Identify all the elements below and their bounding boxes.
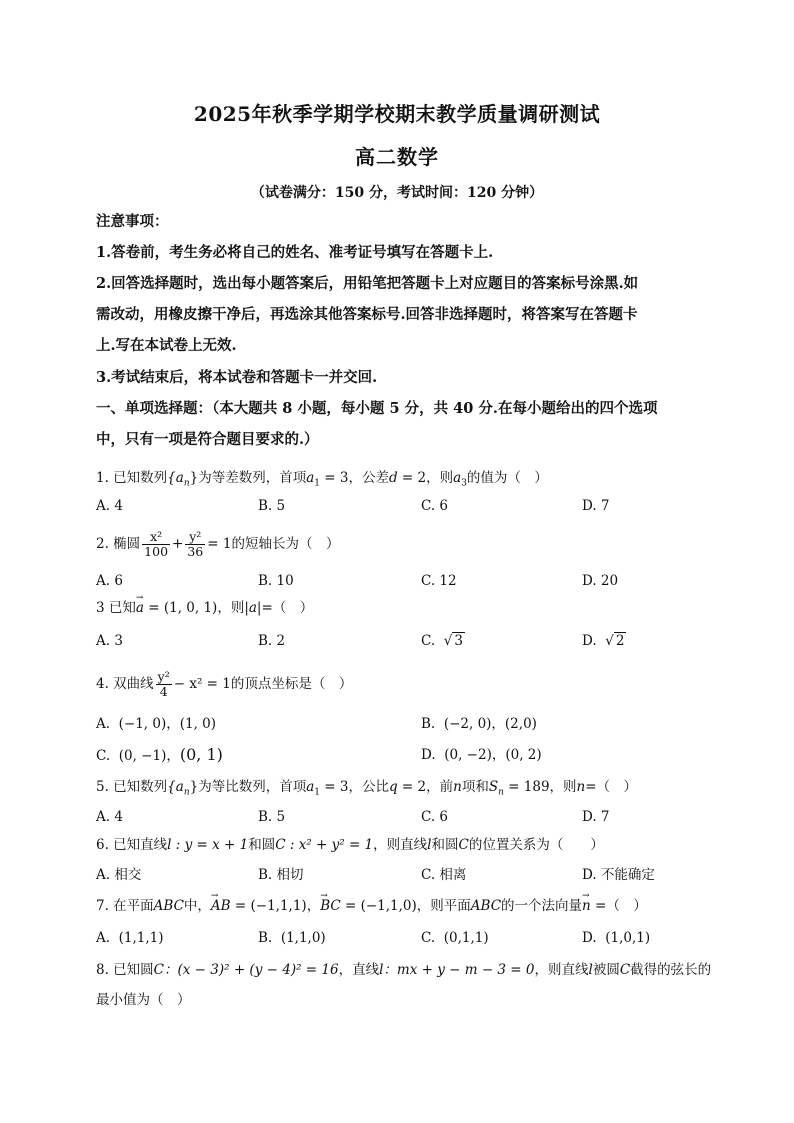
q2-den-2: 36 bbox=[187, 544, 204, 559]
q7-vector-n: n bbox=[582, 898, 591, 914]
q1-a1-val: = 3 bbox=[320, 470, 349, 486]
q1-text-5: 的值为（ ） bbox=[466, 470, 548, 486]
q1-option-a: A. 4 bbox=[96, 498, 123, 514]
q7-text-3: ，则平面 bbox=[416, 898, 471, 914]
q4-fraction bbox=[156, 670, 172, 699]
q5-s-sub: n bbox=[498, 787, 504, 798]
q1-seq: {a bbox=[167, 470, 184, 486]
q2-option-b: B. 10 bbox=[258, 573, 294, 589]
q2-text-2: 的短轴长为（ ） bbox=[231, 536, 340, 552]
q6-text-4: 和圆 bbox=[431, 837, 459, 853]
exam-info: （试卷满分：150 分，考试时间：120 分钟） bbox=[250, 185, 544, 201]
q3-val: = (1, 0, 1) bbox=[143, 600, 218, 616]
q7-option-d bbox=[582, 928, 650, 948]
q2-num-1: x² bbox=[142, 530, 170, 545]
q8-l: l bbox=[588, 962, 593, 978]
q5-seq: {a bbox=[167, 779, 184, 795]
section-instructions: （本大题共 8 小题，每小题 5 分，共 40 分.在每小题给出的四个选项 bbox=[212, 400, 658, 417]
q4-option-c bbox=[96, 745, 223, 766]
subject-title: 高二数学 bbox=[355, 145, 439, 169]
section-heading-line-1 bbox=[96, 399, 706, 419]
q5-option-a: A. 4 bbox=[96, 809, 123, 825]
section-title: 一、单项选择题： bbox=[96, 400, 212, 417]
q1-a3-sub: 3 bbox=[461, 478, 467, 489]
sqrt-icon: √ 3 bbox=[443, 633, 463, 649]
q6-text-5: 的位置关系为（ ） bbox=[468, 837, 604, 853]
q4-option-b-value: (−2, 0)，(2,0) bbox=[443, 716, 537, 732]
q5-a1: a bbox=[306, 779, 315, 795]
q3-option-d bbox=[582, 631, 626, 651]
q3-vector-a: a bbox=[135, 600, 144, 616]
q2-option-a: A. 6 bbox=[96, 573, 123, 589]
q4-option-d-label: D. bbox=[421, 747, 436, 763]
q6-option-a: A. 相交 bbox=[96, 867, 142, 883]
q3-option-c bbox=[421, 631, 465, 651]
question-8-line-2: 最小值为（ ） bbox=[96, 992, 191, 1008]
q6-text-3: ，则直线 bbox=[373, 837, 428, 853]
question-2 bbox=[96, 530, 339, 559]
note-3: 3.考试结束后，将本试卷和答题卡一并交回. bbox=[96, 369, 378, 386]
q1-text-1: 1. 已知数列 bbox=[96, 470, 168, 486]
section-heading-line-2: 中，只有一项是符合题目要求的.） bbox=[96, 431, 319, 448]
note-2-line-2: 需改动，用橡皮擦干净后，再选涂其他答案标号.回答非选择题时，将答案写在答题卡 bbox=[96, 306, 638, 323]
q6-line-eq: l : y = x + 1 bbox=[167, 837, 249, 853]
q4-den: 4 bbox=[159, 684, 168, 699]
q8-text-3: ，则直线 bbox=[534, 962, 589, 978]
q5-option-d: D. 7 bbox=[582, 809, 610, 825]
q5-seq-sub: n bbox=[183, 787, 190, 798]
q1-seq-end: } bbox=[189, 470, 199, 486]
question-4 bbox=[96, 670, 352, 699]
q6-c: C bbox=[458, 837, 469, 853]
q4-option-d-value: (0, −2)，(0, 2) bbox=[444, 747, 542, 763]
question-7 bbox=[96, 896, 647, 916]
note-2-line-3: 上.写在本试卷上无效. bbox=[96, 337, 237, 354]
q2-eq: = 1 bbox=[207, 536, 232, 552]
q5-text-5: 项和 bbox=[461, 779, 489, 795]
q4-option-c-value-1: (0, −1)， bbox=[118, 748, 180, 764]
q6-circle-eq: C : x² + y² = 1 bbox=[275, 837, 374, 853]
q5-q: q bbox=[388, 779, 398, 795]
q6-option-c: C. 相离 bbox=[421, 867, 467, 883]
q5-seq-end: } bbox=[189, 779, 199, 795]
q7-option-a bbox=[96, 928, 164, 948]
q7-option-c-label: C. bbox=[421, 930, 436, 946]
q8-text-2: ，直线 bbox=[338, 962, 380, 978]
q6-l: l bbox=[427, 837, 432, 853]
q7-ab-val: = (−1,1,1) bbox=[230, 898, 307, 914]
q7-option-d-value: (1,0,1) bbox=[605, 930, 651, 946]
q5-q-val: = 2 bbox=[397, 779, 427, 795]
q7-text-4: 的一个法向量 bbox=[501, 898, 583, 914]
q6-option-d: D. 不能确定 bbox=[582, 867, 655, 883]
q3-option-d-label: D. bbox=[582, 633, 597, 649]
q2-plus: + bbox=[172, 536, 184, 552]
q6-text-2: 和圆 bbox=[248, 837, 276, 853]
q2-option-d: D. 20 bbox=[582, 573, 619, 589]
q5-n: n bbox=[453, 779, 462, 795]
q4-option-a-label: A. bbox=[96, 716, 111, 732]
q5-a1-sub: 1 bbox=[314, 787, 320, 798]
q3-option-a: A. 3 bbox=[96, 633, 123, 649]
q4-num: y² bbox=[157, 669, 170, 684]
q7-option-b-value: (1,1,0) bbox=[280, 930, 326, 946]
q7-abc-2: ABC bbox=[470, 898, 502, 914]
q3-option-c-label: C. bbox=[421, 633, 436, 649]
q4-option-b-label: B. bbox=[421, 716, 436, 732]
q7-text-5: =（ ） bbox=[590, 898, 647, 914]
q7-option-b bbox=[258, 928, 326, 948]
q4-option-a-value: (−1, 0)，(1, 0) bbox=[118, 716, 217, 732]
q5-option-b: B. 5 bbox=[258, 809, 286, 825]
q1-text-2: 为等差数列，首项 bbox=[198, 470, 307, 486]
q2-den-1: 100 bbox=[144, 544, 169, 559]
q5-n2: n bbox=[576, 779, 586, 795]
q1-a1: a bbox=[306, 470, 315, 486]
q4-option-d bbox=[421, 745, 542, 765]
q6-text-1: 6. 已知直线 bbox=[96, 837, 168, 853]
question-6 bbox=[96, 835, 604, 855]
q3-text-1: 3 已知 bbox=[96, 600, 136, 616]
q1-text-4: ，则 bbox=[426, 470, 454, 486]
q1-option-b: B. 5 bbox=[258, 498, 286, 514]
q1-d: d bbox=[388, 470, 398, 486]
q5-text-4: ，前 bbox=[426, 779, 454, 795]
exam-title: 2025年秋季学期学校期末教学质量调研测试 bbox=[193, 102, 601, 126]
q7-vector-ab: AB bbox=[210, 898, 231, 914]
q2-fraction-x bbox=[142, 530, 170, 559]
sqrt-icon: √ 2 bbox=[605, 633, 625, 649]
q4-option-a bbox=[96, 714, 216, 734]
q3-option-d-radicand: 2 bbox=[615, 633, 625, 649]
q3-text-2: ，则 bbox=[217, 600, 245, 616]
q7-vector-bc: BC bbox=[320, 898, 341, 914]
q4-option-c-value-2: (0, 1) bbox=[179, 745, 223, 764]
notes-heading: 注意事项： bbox=[96, 213, 169, 230]
q3-text-3: =（ ） bbox=[261, 600, 314, 616]
question-3 bbox=[96, 598, 313, 618]
q1-option-c: C. 6 bbox=[421, 498, 449, 514]
q2-text-1: 2. 椭圆 bbox=[96, 536, 141, 552]
question-1 bbox=[96, 468, 548, 494]
q7-bc-val: = (−1,1,0) bbox=[340, 898, 417, 914]
question-8 bbox=[96, 960, 711, 980]
q8-c: C bbox=[619, 962, 631, 978]
q7-comma: ， bbox=[306, 898, 321, 914]
q5-text-6: ，则 bbox=[549, 779, 577, 795]
q5-text-2: 为等比数列，首项 bbox=[198, 779, 307, 795]
question-5 bbox=[96, 777, 637, 803]
q5-s: S bbox=[488, 779, 499, 795]
q5-s-val: = 189 bbox=[503, 779, 550, 795]
q5-text-1: 5. 已知数列 bbox=[96, 779, 168, 795]
q5-text-7: =（ ） bbox=[585, 779, 638, 795]
q5-text-3: ，公比 bbox=[348, 779, 389, 795]
q3-option-b: B. 2 bbox=[258, 633, 286, 649]
q7-option-c bbox=[421, 928, 489, 948]
q7-option-d-label: D. bbox=[582, 930, 597, 946]
q8-text-1: 8. 已知圆 bbox=[96, 962, 154, 978]
q2-num-2: y² bbox=[185, 530, 205, 545]
q3-abs: |a| bbox=[244, 600, 262, 616]
q1-option-d: D. 7 bbox=[582, 498, 610, 514]
q1-text-3: ，公差 bbox=[348, 470, 389, 486]
q1-a3: a bbox=[453, 470, 462, 486]
q4-option-b bbox=[421, 714, 537, 734]
q7-option-b-label: B. bbox=[258, 930, 273, 946]
q8-text-4: 被圆 bbox=[592, 962, 620, 978]
q4-option-c-label: C. bbox=[96, 748, 111, 764]
q7-abc: ABC bbox=[153, 898, 184, 914]
note-2-line-1: 2.回答选择题时，选出每小题答案后，用铅笔把答题卡上对应题目的答案标号涂黑.如 bbox=[96, 275, 639, 292]
q7-option-a-label: A. bbox=[96, 930, 111, 946]
q3-option-c-radicand: 3 bbox=[454, 633, 463, 649]
q1-d-val: = 2 bbox=[397, 470, 427, 486]
q8-line-eq: l：mx + y − m − 3 = 0 bbox=[379, 962, 535, 978]
q2-fraction-y bbox=[185, 530, 205, 559]
note-1: 1.答卷前，考生务必将自己的姓名、准考证号填写在答题卡上. bbox=[96, 244, 494, 261]
q8-circle-eq: C：(x − 3)² + (y − 4)² = 16 bbox=[153, 962, 339, 978]
q4-text-2: 的顶点坐标是（ ） bbox=[230, 676, 353, 692]
q5-option-c: C. 6 bbox=[421, 809, 449, 825]
q5-a1-val: = 3 bbox=[320, 779, 349, 795]
q7-text-1: 7. 在平面 bbox=[96, 898, 154, 914]
q7-text-2: 中， bbox=[183, 898, 211, 914]
q4-text-1: 4. 双曲线 bbox=[96, 676, 154, 692]
q4-rest: − x² = 1 bbox=[173, 676, 231, 692]
q7-option-c-value: (0,1,1) bbox=[443, 930, 489, 946]
q2-option-c: C. 12 bbox=[421, 573, 457, 589]
q1-a1-sub: 1 bbox=[314, 478, 320, 489]
q6-option-b: B. 相切 bbox=[258, 867, 304, 883]
q1-seq-sub: n bbox=[183, 478, 190, 489]
q7-option-a-value: (1,1,1) bbox=[118, 930, 164, 946]
q8-text-5: 截得的弦长的 bbox=[630, 962, 712, 978]
